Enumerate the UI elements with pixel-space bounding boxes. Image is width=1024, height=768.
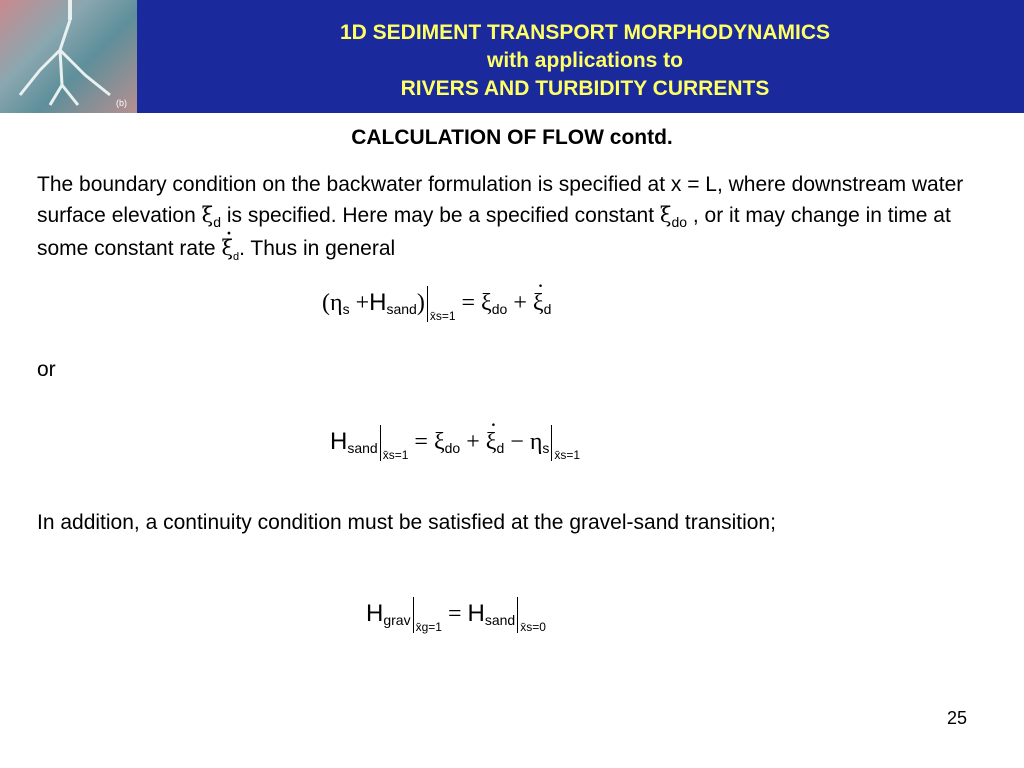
- eq3-H-2: H: [467, 600, 485, 627]
- eq2-eta: η: [529, 429, 543, 455]
- title-line-2: with applications to: [486, 49, 683, 72]
- xi-symbol: ξ: [201, 203, 214, 227]
- eq1-plus-2: +: [513, 290, 527, 316]
- eq1-eval-cond: x̄s=1: [429, 309, 456, 323]
- page-number: 25: [946, 708, 967, 728]
- slide-title: [160, 19, 1010, 103]
- eq2-sub-s: s: [542, 440, 550, 456]
- eq2-equals: =: [414, 429, 428, 455]
- eq2-xi-dot: · ξ: [486, 429, 497, 455]
- eq3-sub-grav: grav: [383, 612, 411, 628]
- eq2-sub-d: d: [496, 440, 505, 456]
- eq1-open-paren: (: [322, 290, 330, 316]
- equation-3: [366, 597, 546, 633]
- eq1-eval-bar: [427, 286, 428, 322]
- equation-2: [330, 425, 580, 461]
- eq1-sub-d: d: [543, 301, 552, 317]
- eq3-eval-bar-2: [517, 597, 518, 633]
- para1-text-4: . Thus in general: [239, 237, 396, 260]
- eq1-xi: ξ: [481, 290, 492, 316]
- equation-1: [322, 286, 551, 322]
- xi-dot-symbol: · ξ: [221, 236, 233, 260]
- sub-d: d: [213, 214, 221, 230]
- eq2-H: H: [330, 428, 348, 455]
- logo-label: (b): [116, 98, 127, 108]
- sub-d: d: [233, 251, 240, 263]
- eq1-sub-sand: sand: [386, 301, 417, 317]
- eq2-eval-bar-2: [551, 425, 552, 461]
- eq1-plus: +: [355, 290, 370, 316]
- eq2-minus: −: [510, 429, 524, 455]
- delta-logo-image: [0, 0, 137, 113]
- eq1-close-paren: ): [416, 290, 425, 316]
- eq3-equals: =: [447, 601, 462, 627]
- paragraph-continuity: In addition, a continuity condition must be satisfied at the gravel-sand transition;: [37, 511, 776, 534]
- eq3-H: H: [366, 600, 384, 627]
- title-line-3: RIVERS AND TURBIDITY CURRENTS: [400, 77, 770, 100]
- eq2-eval-bar-1: [380, 425, 381, 461]
- eq1-equals: =: [461, 290, 476, 316]
- slide-header: [0, 0, 1024, 113]
- eq3-eval-cond-1: x̄g=1: [415, 620, 442, 634]
- eq2-eval-cond-1: x̄s=1: [382, 448, 409, 462]
- eq2-sub-do: do: [444, 440, 461, 456]
- eq3-eval-cond-2: x̄s=0: [520, 620, 546, 634]
- or-text: or: [37, 358, 56, 381]
- eq3-sub-sand: sand: [484, 612, 516, 628]
- eq1-sub-do: do: [491, 301, 508, 317]
- eq1-H: H: [369, 289, 387, 316]
- para1-text-2: is specified. Here may be a specified constant: [220, 204, 660, 227]
- eq1-eta: η: [330, 290, 343, 316]
- sub-do: do: [671, 214, 688, 230]
- paragraph-boundary-condition: [37, 169, 987, 268]
- eq2-sub-sand: sand: [347, 440, 378, 456]
- eq1-sub-s: s: [342, 301, 350, 317]
- section-title: CALCULATION OF FLOW contd.: [351, 126, 673, 149]
- eq2-eval-cond-2: x̄s=1: [554, 448, 581, 462]
- para1-text-3: , or it may change in time at some constant rate: [37, 204, 951, 260]
- para1-text-1: The boundary condition on the backwater formulation is specified at x = L, where downstream water surface elevation: [37, 173, 964, 227]
- eq2-xi: ξ: [433, 429, 445, 455]
- eq3-eval-bar-1: [413, 597, 414, 633]
- title-line-1: 1D SEDIMENT TRANSPORT MORPHODYNAMICS: [339, 21, 831, 44]
- eq1-xi-dot: · ξ: [533, 290, 544, 316]
- eq2-plus: +: [466, 429, 480, 455]
- xi-symbol: ξ: [659, 203, 672, 227]
